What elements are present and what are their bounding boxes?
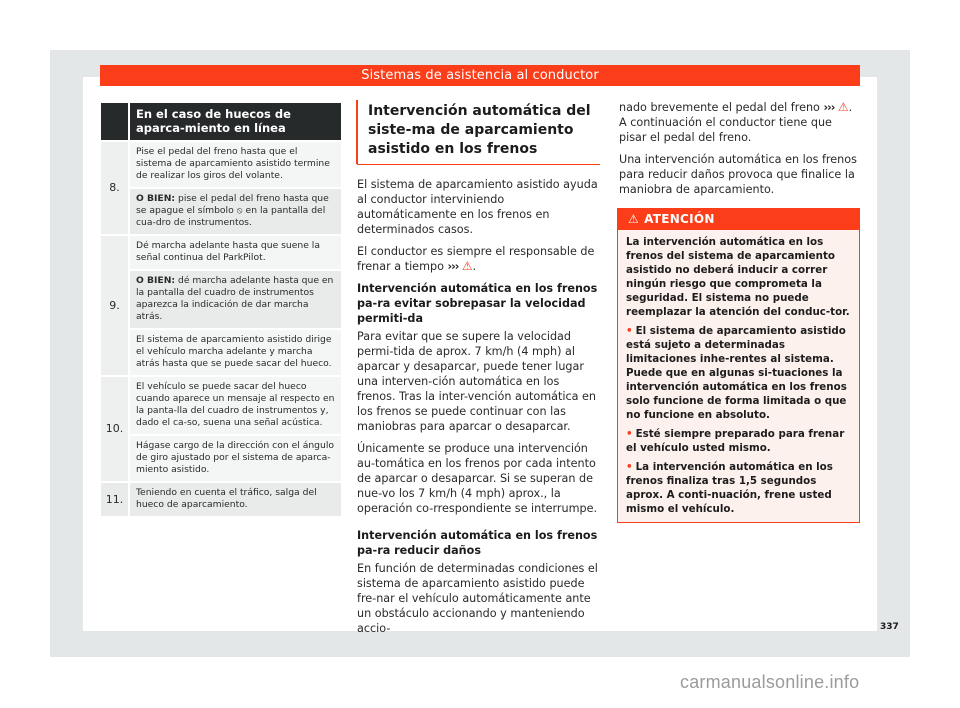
subheading: Intervención automática en los frenos pa-ra reducir daños: [357, 529, 598, 557]
warning-body: [618, 230, 859, 522]
step-number: 8.: [101, 142, 128, 234]
paragraph: Una intervención automática en los frenos para reducir daños provoca que finalice la maniobra de aparcamiento.: [619, 153, 857, 196]
step-cell: El vehículo se puede sacar del hueco cuando aparece un mensaje al respecto en la panta-lla del cuadro de instrumentos y, dado el ca-so, suena una señal acústica.: [130, 377, 341, 434]
subheading: Intervención automática en los frenos pa-ra evitar sobrepasar la velocidad permiti-da: [357, 282, 598, 325]
step-cell: El sistema de aparcamiento asistido dirige el vehículo marcha adelante y marcha atrás hasta que se puede sacar del hueco.: [130, 330, 341, 375]
step-cell-alternative: O BIEN: dé marcha adelante hasta que en la pantalla del cuadro de instrumentos aparezca la indicación de dar marcha atrás.: [130, 271, 341, 328]
paragraph: Únicamente se produce una intervención au-tomática en los frenos por cada intento de aparcar o desaparcar. Si se superan de nue-vo los 7 km/h (4 mph) aprox., la operación co-rrespondiente se interrumpe.: [357, 442, 598, 515]
table-row: [101, 142, 341, 234]
chapter-header: Sistemas de asistencia al conductor: [100, 65, 860, 86]
warning-triangle-icon[interactable]: ⚠: [837, 100, 849, 114]
paragraph: nado brevemente el pedal del freno ››› ⚠. A continuación el conductor tiene que pisar el pedal del freno.: [619, 100, 853, 144]
right-column: [619, 100, 859, 204]
warning-box: [617, 208, 860, 523]
bullet-icon: •: [626, 325, 633, 337]
paragraph: El sistema de aparcamiento asistido ayuda al conductor interviniendo automáticamente en los frenos en determinados casos.: [357, 178, 598, 236]
or-label: O BIEN:: [136, 275, 176, 286]
warning-bullet: • La intervención automática en los frenos finaliza tras 1,5 segundos aprox. A conti-nuación, frene usted mismo el vehículo.: [626, 461, 833, 515]
step-number: 9.: [101, 236, 128, 375]
warning-triangle-icon[interactable]: ⚠: [461, 259, 473, 273]
paragraph: Para evitar que se supere la velocidad permi-tida de aprox. 7 km/h (4 mph) al aparcar y desaparcar, puede tener lugar una interven-ción automática en los frenos. Tras la inter-vención automática en los frenos se puede continuar con las maniobras para aparcar o desaparcar.: [357, 330, 596, 433]
section-title-underline: [357, 164, 600, 165]
table-row: [101, 377, 341, 481]
step-number: 10.: [101, 377, 128, 481]
table-row: [101, 236, 341, 375]
table-row: [101, 483, 341, 516]
step-cell: Pise el pedal del freno hasta que el sistema de aparcamiento asistido termine de realizar los giros del volante.: [130, 142, 341, 187]
cross-reference-arrows[interactable]: ›››: [823, 101, 835, 114]
table-header: [101, 103, 341, 140]
step-cell: Teniendo en cuenta el tráfico, salga del hueco de aparcamiento.: [130, 483, 341, 516]
step-number: 11.: [101, 483, 128, 516]
warning-header: [618, 209, 859, 230]
bullet-icon: •: [626, 461, 633, 473]
paragraph: En función de determinadas condiciones el sistema de aparcamiento asistido puede fre-nar el vehículo automáticamente ante un obstáculo accionando y manteniendo accio-: [357, 562, 598, 635]
cross-reference-arrows[interactable]: ›››: [447, 260, 459, 273]
paragraph: El conductor es siempre el responsable de frenar a tiempo ››› ⚠.: [357, 245, 595, 273]
middle-column: [357, 100, 600, 643]
section-title: Intervención automática del siste-ma de aparcamiento asistido en los frenos: [356, 100, 600, 164]
table-header-num-cell: [101, 103, 128, 140]
step-cell: Dé marcha adelante hasta que suene la señal continua del ParkPilot.: [130, 236, 341, 269]
warning-triangle-icon: ⚠: [628, 212, 640, 226]
step-cell-alternative: O BIEN: pise el pedal del freno hasta que se apague el símbolo ⦸ en la pantalla del cua-dro de instrumentos.: [130, 189, 341, 234]
steps-table: [101, 103, 341, 518]
warning-bullet: • Esté siempre preparado para frenar el vehículo usted mismo.: [626, 428, 845, 454]
warning-title: ATENCIÓN: [644, 212, 715, 226]
watermark: carmanualsonline.info: [680, 672, 860, 692]
page-number: 337: [880, 622, 899, 632]
warning-intro: La intervención automática en los frenos del sistema de aparcamiento asistido no deberá inducir a correr ningún riesgo que comprometa la seguridad. El sistema no puede reemplazar la atención del conduc-tor.: [626, 236, 850, 318]
bullet-icon: •: [626, 428, 633, 440]
step-cell: Hágase cargo de la dirección con el ángulo de giro ajustado por el sistema de aparca-miento asistido.: [130, 436, 341, 481]
warning-bullet: • El sistema de aparcamiento asistido está sujeto a determinadas limitaciones inhe-rentes al sistema. Puede que en algunas si-tuaciones la intervención automática en los frenos solo funcione de forma limitada o que no funcione en absoluto.: [626, 325, 847, 421]
table-header-title: En el caso de huecos de aparca-miento en línea: [130, 103, 341, 140]
or-label: O BIEN:: [136, 193, 176, 204]
